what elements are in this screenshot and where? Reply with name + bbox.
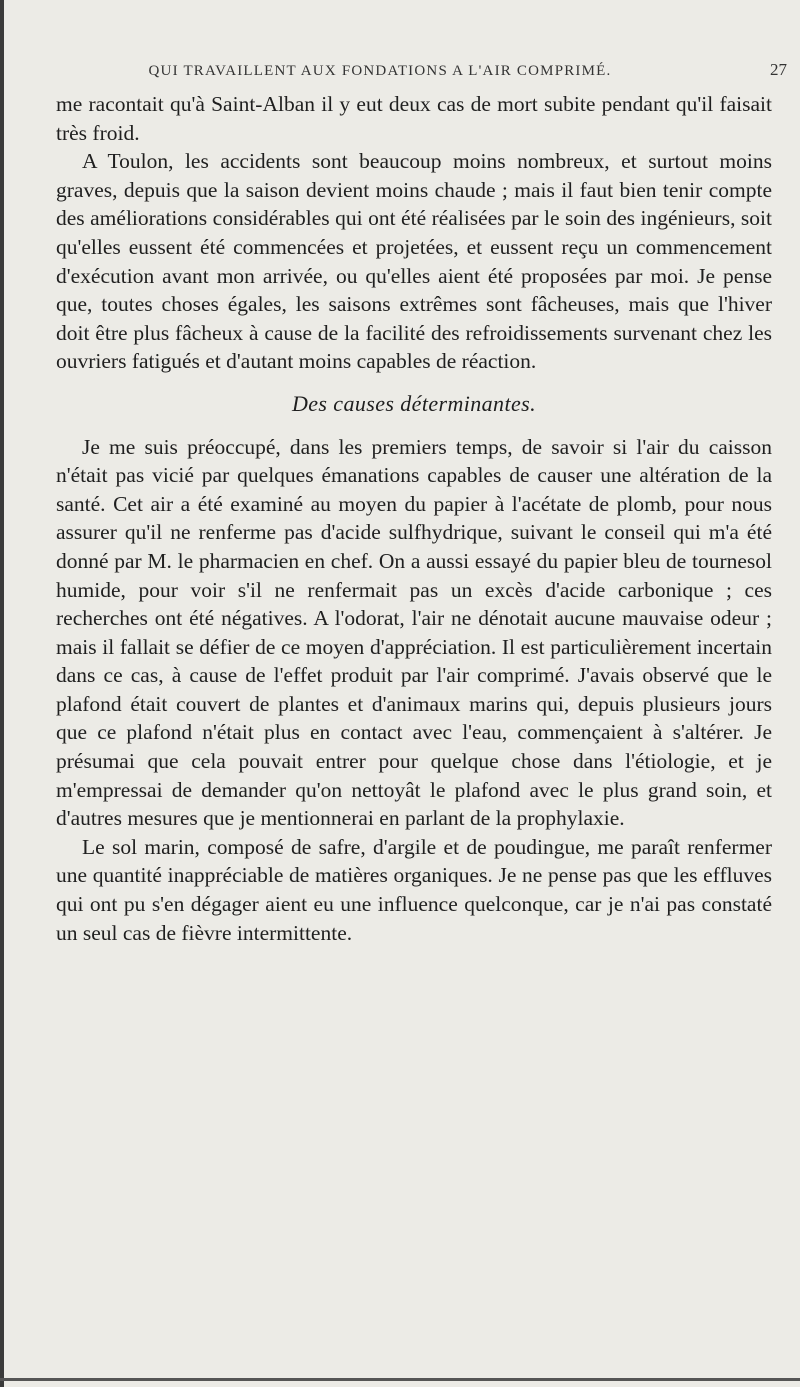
paragraph-toulon: A Toulon, les accidents sont beaucoup moins nombreux, et surtout moins graves, depuis que la saison devient moins chaude ; mais il faut bien tenir compte des améliorations considérables qui ont été réalisées par le soin des ingénieurs, soit qu'elles eussent été commencées et projetées, et eussent reçu un commencement d'exécution avant mon arrivée, ou qu'elles aient été proposées par moi. Je pense que, toutes choses égales, les saisons extrêmes sont fâcheuses, mais que l'hiver doit être plus fâcheux à cause de la facilité des refroidissements survenant chez les ouvriers fatigués et d'autant moins capables de réaction. — [56, 149, 772, 374]
page-spine-edge — [0, 0, 4, 1387]
running-head: QUI TRAVAILLENT AUX FONDATIONS A L'AIR COMPRIMÉ. — [148, 63, 612, 79]
section-title: Des causes déterminantes. — [291, 390, 536, 416]
paragraph-air-caisson: Je me suis préoccupé, dans les premiers temps, de savoir si l'air du caisson n'était pas vicié par quelques émanations capables de causer une altération de la santé. Cet air a été examiné au moyen du papier à l'acétate de plomb, pour nous assurer qu'il ne renferme pas d'acide sulfhydrique, suivant le conseil qui m'a été donné par M. le pharmacien en chef. On a aussi essayé du papier bleu de tournesol humide, pour voir s'il ne renfermait pas un excès d'acide carbonique ; ces recherches ont été négatives. A l'odorat, l'air ne dénotait aucune mauvaise odeur ; mais il fallait se défier de ce moyen d'appréciation. Il est particulièrement incertain dans ce cas, à cause de l'effet produit par l'air comprimé. J'avais observé que le plafond était couvert de plantes et d'animaux marins qui, depuis plusieurs jours que ce plafond n'était plus en contact avec l'eau, commençaient à s'altérer. Je présumai que cela pouvait entrer pour quelque chose dans l'étiologie, et je m'empressai de demander qu'on nettoyât le plafond avec le plus grand soin, et d'autres mesures que je mentionnerai en parlant de la prophylaxie. — [56, 434, 772, 831]
paragraph-sol-marin: Le sol marin, composé de safre, d'argile et de poudingue, me paraît renfermer une quantité inappréciable de matières organiques. Je ne pense pas que les effluves qui ont pu s'en dégager aient eu une influence quelconque, car je n'ai pas constaté un seul cas de fièvre intermittente. — [56, 834, 772, 945]
body-text — [56, 90, 772, 947]
page-bottom-edge — [0, 1378, 800, 1381]
page-number: 27 — [770, 60, 787, 79]
paragraph-continuation: me racontait qu'à Saint-Alban il y eut deux cas de mort subite pendant qu'il faisait très froid. — [56, 92, 772, 145]
